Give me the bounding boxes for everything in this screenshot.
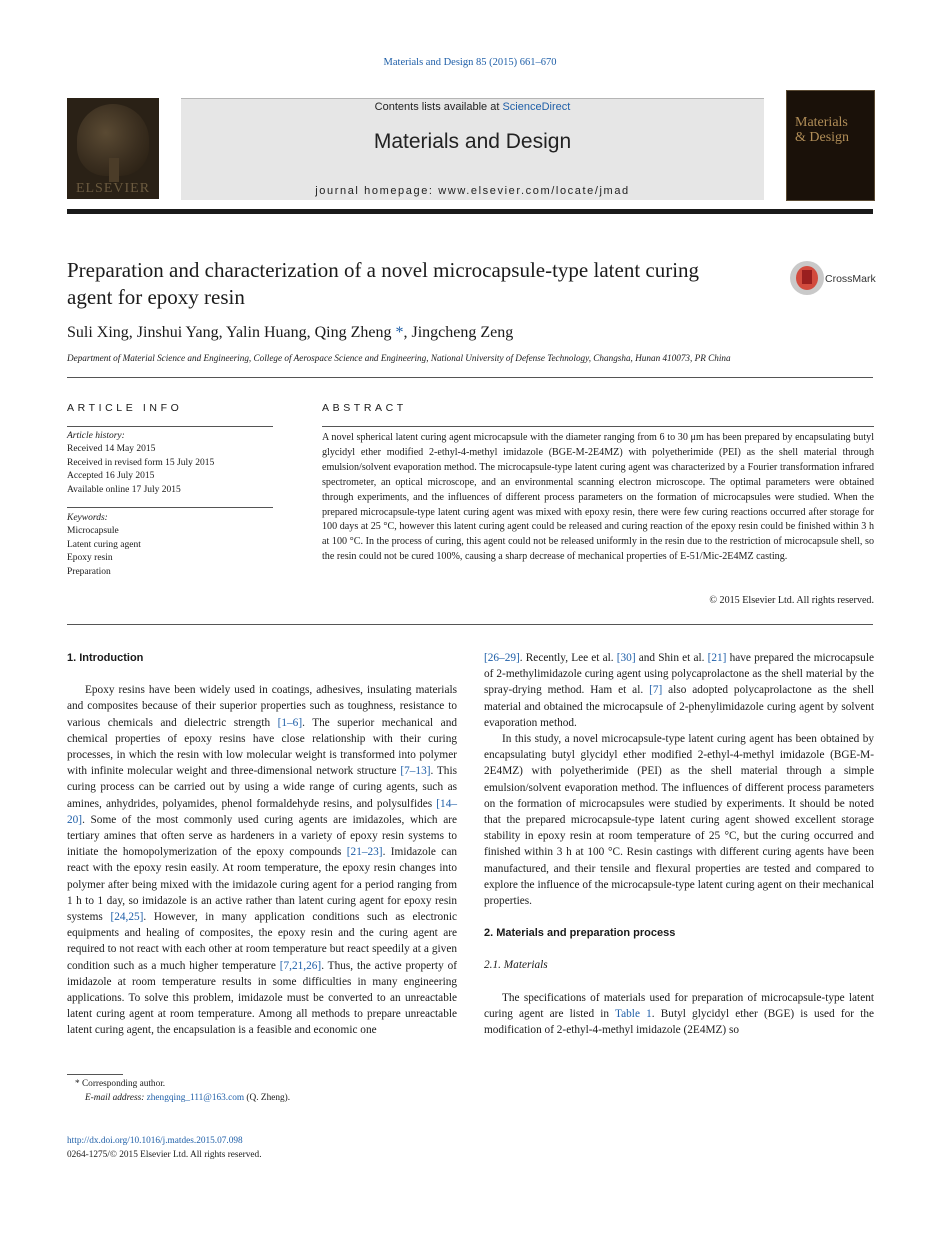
article-info-divider	[67, 426, 273, 427]
table-link[interactable]: Table 1	[615, 1007, 652, 1020]
journal-cover	[786, 90, 875, 201]
keyword: Preparation	[67, 566, 111, 577]
journal-masthead	[181, 98, 764, 200]
citation-link[interactable]: [30]	[616, 652, 636, 664]
journal-title: Materials and Design	[373, 130, 572, 153]
abstract-bottom-divider	[67, 624, 873, 625]
article-info-heading: ARTICLE INFO	[67, 402, 183, 414]
section-heading-introduction: 1. Introduction	[67, 652, 144, 664]
citation-link[interactable]: [1–6]	[277, 716, 303, 729]
abstract-heading: ABSTRACT	[322, 402, 407, 414]
intro-paragraph: Epoxy resins have been widely used in coatings, adhesives, insulating materials and composites because of their superior properties such as toughness, resistance to various chemicals and dielectric strength [1–6]. The superior mechanical and chemical properties of epoxy resins have close relationship with their curing processes, in which the resin with low molecular weight is transformed into polymer with infinite molecular weight and three-dimensional network structure [7–13]. This curing process can be carried out by using a wide range of curing agents, such as amines, anhydrides, polyamides, phenol formaldehyde resins, and polysulfides [14–20]. Some of the most commonly used curing agents are imidazoles, which are tertiary amines that often serve as hardeners in a variety of epoxy resin systems to initiate the homopolymerization of the epoxy compounds [21–23]. Imidazole can react with the epoxy resin easily. At room temperature, the epoxy resin changes into polymer after being mixed with the imidazole curing agent for a period ranging from 1 h to 1 day, so imidazole is an active rather than latent curing agent for epoxy resin systems [24,25]. However, in many application conditions such as electronic equipments and healing of composites, the epoxy resin and the curing agent are required to not react with each other at room temperature but react speedily at a given condition such as a much higher temperature [7,21,26]. Thus, the active property of imidazole at room temperature results in some difficulties in many engineering applications. To solve this problem, imidazole must be converted to an unreactable latent curing agent at room temperature. Among all methods to prepare unreactable latent curing agent, the encapsulation is a feasible and economic one	[67, 684, 457, 1037]
abstract-copyright: © 2015 Elsevier Ltd. All rights reserved.	[709, 595, 874, 606]
citation-link[interactable]: [7]	[649, 684, 663, 697]
cover-title: Materials & Design	[795, 115, 850, 145]
intro-paragraph-continued: [26–29]. Recently, Lee et al. [30] and Shin et al. [21] have prepared the microcapsule of 2-methylimidazole curing agent using polycaprolactone as the shell material by the spray-drying method. Ham et al. [7] also adopted polycaprolactone as the shell material and obtained the microcapsule of 2-phenylimidazole curing agent by solvent evaporation method.	[484, 652, 874, 729]
journal-reference[interactable]: Materials and Design 85 (2015) 661–670	[383, 57, 557, 68]
citation-link[interactable]: [7–13]	[400, 765, 431, 778]
citation-link[interactable]: [14–20]	[67, 797, 457, 826]
email-line: E-mail address: zhengqing_111@163.com (Q. Zheng).	[85, 1093, 291, 1103]
keywords-label: Keywords:	[67, 513, 108, 523]
right-column	[484, 650, 874, 1038]
history-label: Article history:	[67, 431, 125, 441]
affiliation: Department of Material Science and Engineering, College of Aerospace Science and Engineering, National University of Defense Technology, Changsha, Hunan 410073, PR China	[67, 353, 731, 363]
tree-trunk	[109, 158, 119, 182]
article-history	[67, 430, 273, 497]
citation-link[interactable]: [26–29]	[484, 652, 520, 664]
materials-paragraph: The specifications of materials used for preparation of microcapsule-type latent curing agent are listed in Table 1. Butyl glycidyl ether (BGE) is used for the modification of 2-ethyl-4-methyl imidazole (2E4MZ) so	[484, 991, 875, 1037]
crossmark-ribbon	[802, 270, 812, 284]
header-divider	[67, 209, 873, 214]
accepted-date: Accepted 16 July 2015	[67, 471, 155, 482]
citation-link[interactable]: [21]	[707, 652, 727, 664]
section-heading-materials: 2. Materials and preparation process	[484, 927, 676, 940]
citation-link[interactable]: [24,25]	[110, 911, 144, 924]
email-link[interactable]: zhengqing_111@163.com	[146, 1093, 245, 1103]
crossmark-icon[interactable]	[790, 261, 824, 295]
received-date: Received 14 May 2015	[67, 444, 156, 455]
title-divider	[67, 377, 873, 378]
subsection-heading-materials: 2.1. Materials	[484, 959, 548, 972]
citation-link[interactable]: [7,21,26]	[279, 959, 322, 972]
keywords-block	[67, 512, 273, 579]
study-paragraph: In this study, a novel microcapsule-type latent curing agent has been obtained by encapsulating butyl glycidyl ether modified 2-ethyl-4-methyl imidazole (BGE-M-2E4MZ) with polyetherimide (PEI) as the shell material through a simple emulsion/solvent evaporation method. The influences of different process parameters on the formation of microcapsules were studied by experiments. It should be noted that the prepared microcapsule-type latent curing agent showed excellent storage stability in epoxy resin at room temperature of 25 °C, but the curing occurred and finished within 3 h at 100 °C. Resin castings with different curing agents have been manufactured, and their tensile and flexural properties are tested and compared to explore the influence of the microcapsule-type latent curing agent on their mechanical properties.	[484, 733, 874, 908]
keyword: Latent curing agent	[67, 539, 141, 550]
footnote-divider	[67, 1074, 123, 1075]
keyword: Microcapsule	[67, 526, 119, 537]
citation-link[interactable]: [21–23]	[346, 846, 383, 859]
abstract-divider	[322, 426, 874, 427]
online-date: Available online 17 July 2015	[67, 484, 181, 495]
left-column	[67, 650, 457, 1039]
journal-homepage: journal homepage: www.elsevier.com/locate/jmad	[315, 185, 630, 197]
keywords-divider	[67, 507, 273, 508]
corresponding-author-note: * Corresponding author.	[75, 1079, 166, 1089]
elsevier-logo	[67, 98, 159, 199]
sciencedirect-link[interactable]: ScienceDirect	[502, 101, 571, 113]
publisher-name: ELSEVIER	[75, 181, 151, 196]
issn-line: 0264-1275/© 2015 Elsevier Ltd. All rights reserved.	[67, 1150, 262, 1160]
footnote	[67, 1077, 447, 1105]
crossmark-label[interactable]: CrossMark	[825, 273, 876, 285]
article-title: Preparation and characterization of a novel microcapsule-type latent curing agent for epoxy resin	[67, 258, 700, 309]
keyword: Epoxy resin	[67, 553, 113, 564]
author-list: Suli Xing, Jinshui Yang, Yalin Huang, Qing Zheng *, Jingcheng Zeng	[67, 324, 514, 341]
contents-line: Contents lists available at ScienceDirect	[374, 101, 571, 113]
doi-link[interactable]: http://dx.doi.org/10.1016/j.matdes.2015.07.098	[67, 1136, 243, 1146]
doi-block	[67, 1134, 262, 1162]
revised-date: Received in revised form 15 July 2015	[67, 457, 215, 468]
abstract-text: A novel spherical latent curing agent microcapsule with the diameter ranging from 6 to 30 μm has been prepared by encapsulating butyl glycidyl ether modified 2-ethyl-4-methyl imidazole (BGE-M-2E4MZ) with polyetherimide (PEI) as the shell material through emulsion/solvent evaporation method. The microcapsule-type latent curing agent was characterized by a Fourier transformation infrared spectrometer, an optical microscope, and an environmental scanning electron microscope. The optimal parameters were obtained through experiments, and the influences of different process parameters on the formation of microcapsules were studied. When the prepared microcapsule-type latent curing agent was mixed with epoxy resin, there were few curing reactions occurred after storage for 100 days at 25 °C, however this latent curing agent could be released and curing reaction of the epoxy resin could be finished within 3 h at 100 °C. In the process of curing, this agent could not be released uniformly in the resin due to the restriction of microcapsule shell, so the resin could not be cured 100%, causing a sharp decrease of mechanical properties of E-51/Mic-2E4MZ casting.	[322, 432, 874, 563]
corresponding-author-marker[interactable]: *	[395, 324, 404, 341]
